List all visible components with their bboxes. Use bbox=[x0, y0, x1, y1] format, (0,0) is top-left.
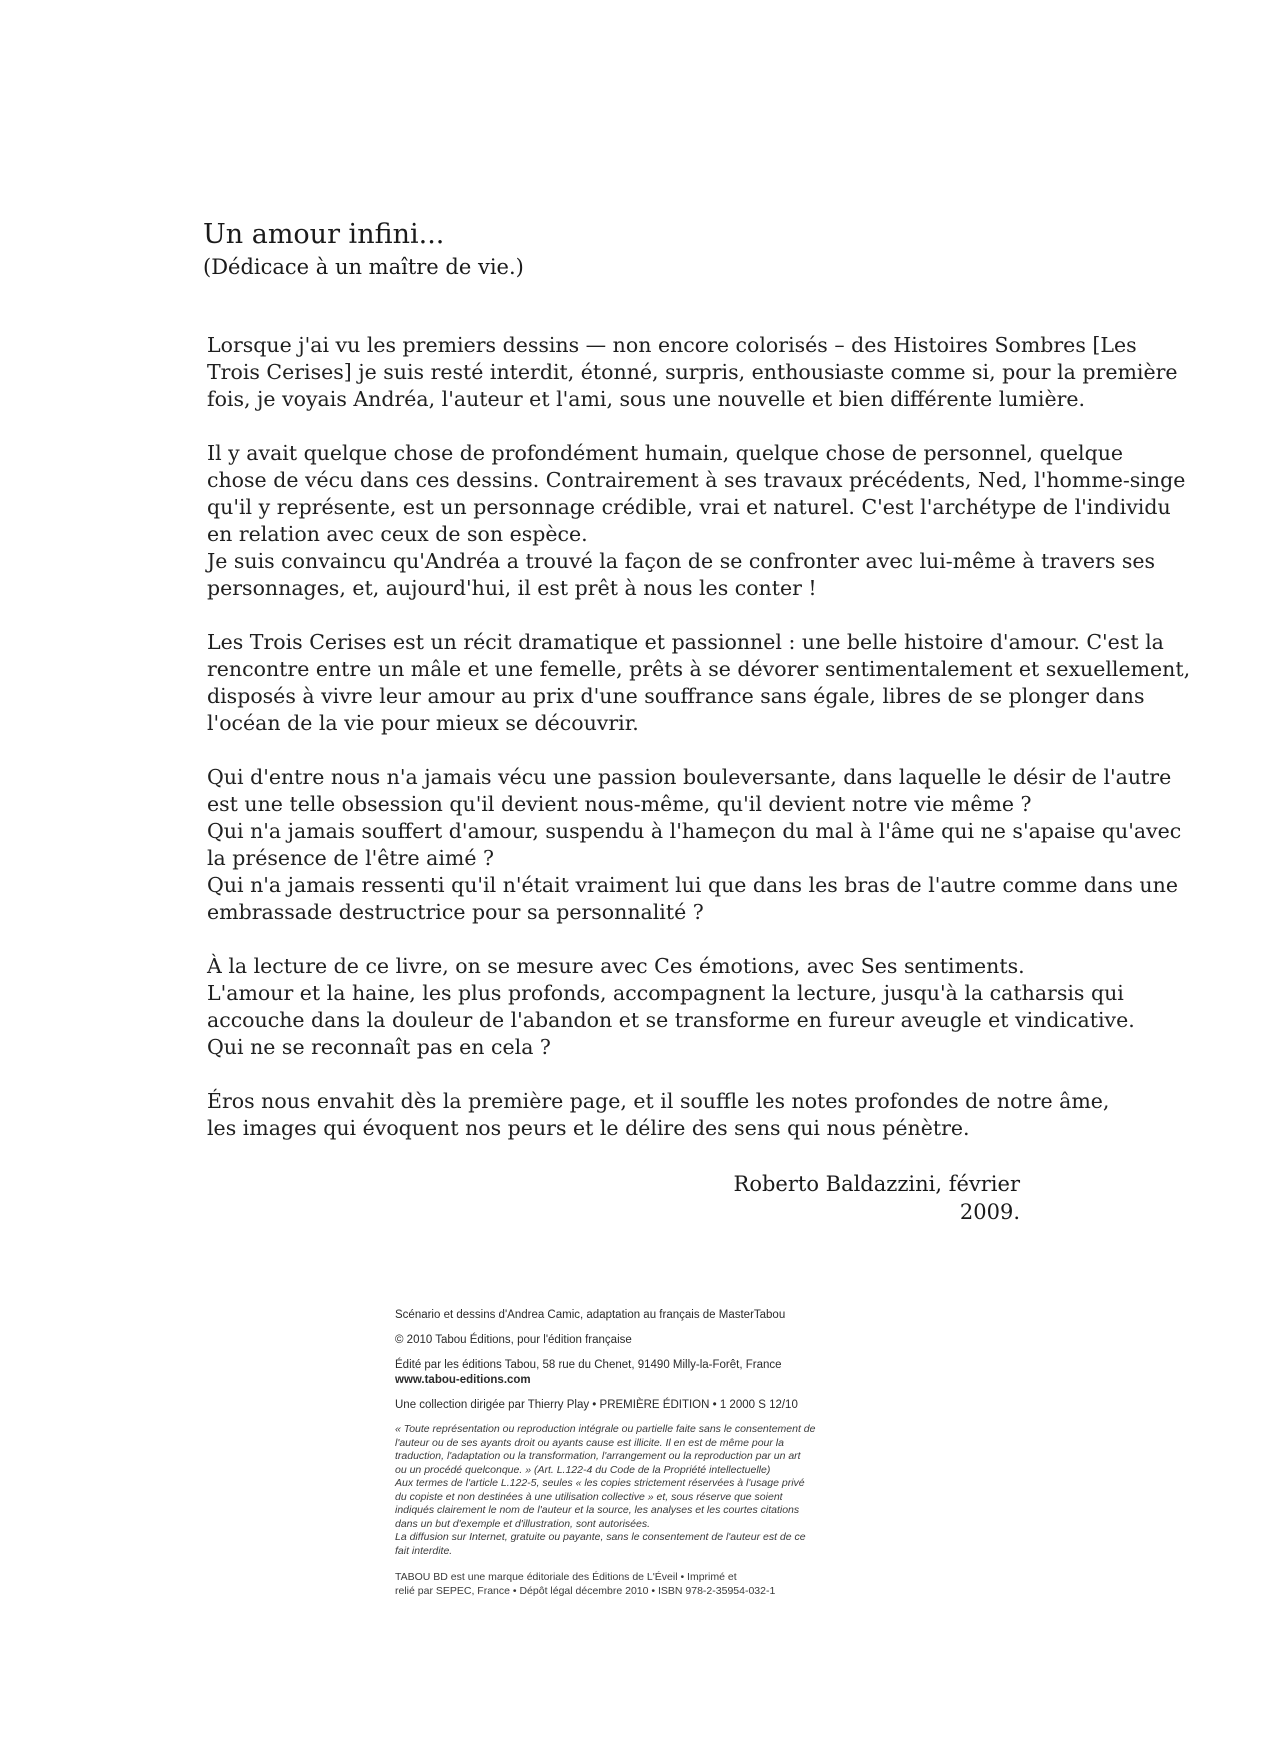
text-line: À la lecture de ce livre, on se mesure avec Ces émotions, avec Ses sentiments. bbox=[207, 954, 1025, 978]
text-line: Qui ne se reconnaît pas en cela ? bbox=[207, 1035, 551, 1059]
text-line: la présence de l'être aimé ? bbox=[207, 846, 494, 870]
text-line: personnages, et, aujourd'hui, il est prêt à nous les conter ! bbox=[207, 576, 817, 600]
paragraph bbox=[207, 440, 1186, 602]
legal-line: indiqués clairement le nom de l'auteur et la source, les analyses et les courtes citations bbox=[395, 1504, 800, 1516]
paragraph bbox=[207, 764, 1182, 926]
credits: Scénario et dessins d'Andrea Camic, adaptation au français de MasterTabou bbox=[395, 1309, 786, 1321]
paragraph bbox=[207, 629, 1191, 737]
text-line: Qui n'a jamais ressenti qu'il n'était vraiment lui que dans les bras de l'autre comme dans une bbox=[207, 873, 1178, 897]
body-text bbox=[207, 332, 1191, 1169]
text-line: Les Trois Cerises est un récit dramatique et passionnel : une belle histoire d'amour. C'est la bbox=[207, 630, 1164, 654]
legal-line: ou un procédé quelconque. » (Art. L.122-4 du Code de la Propriété intellectuelle) bbox=[395, 1463, 771, 1476]
text-line: Je suis convaincu qu'Andréa a trouvé la façon de se confronter avec lui-même à travers ses bbox=[207, 549, 1156, 573]
publisher-block bbox=[395, 1358, 840, 1388]
legal-line: La diffusion sur Internet, gratuite ou payante, sans le consentement de l'auteur est de ce bbox=[395, 1531, 806, 1543]
legal-line: dans un but d'exemple et d'illustration, sont autorisées. bbox=[395, 1517, 650, 1530]
text-line: qu'il y représente, est un personnage crédible, vrai et naturel. C'est l'archétype de l'individu bbox=[207, 495, 1171, 519]
legal-line: « Toute représentation ou reproduction intégrale ou partielle faite sans le consentement de bbox=[395, 1423, 816, 1435]
legal-notice bbox=[395, 1423, 840, 1558]
text-line: Éros nous envahit dès la première page, et il souffle les notes profondes de notre âme, bbox=[207, 1089, 1110, 1113]
publisher-address: Édité par les éditions Tabou, 58 rue du Chenet, 91490 Milly-la-Forêt, France bbox=[395, 1359, 782, 1371]
text-line: Qui n'a jamais souffert d'amour, suspendu à l'hameçon du mal à l'âme qui ne s'apaise qu'avec bbox=[207, 819, 1182, 843]
paragraph bbox=[207, 953, 1135, 1061]
signature: Roberto Baldazzini, février 2009. bbox=[733, 1172, 1020, 1224]
text-line: L'amour et la haine, les plus profonds, accompagnent la lecture, jusqu'à la catharsis qui bbox=[207, 981, 1124, 1005]
legal-line: traduction, l'adaptation ou la transformation, l'arrangement ou la reproduction par un art bbox=[395, 1450, 801, 1462]
page-subtitle: (Dédicace à un maître de vie.) bbox=[203, 255, 524, 279]
text-line: embrassade destructrice pour sa personnalité ? bbox=[207, 900, 704, 924]
mention-line: TABOU BD est une marque éditoriale des Éditions de L'Éveil • Imprimé et bbox=[395, 1571, 737, 1583]
mention-line: relié par SEPEC, France • Dépôt légal décembre 2010 • ISBN 978-2-35954-032-1 bbox=[395, 1585, 776, 1597]
text-line: fois, je voyais Andréa, l'auteur et l'ami, sous une nouvelle et bien différente lumière. bbox=[207, 387, 1086, 411]
collection-line: Une collection dirigée par Thierry Play • PREMIÈRE ÉDITION • 1 2000 S 12/10 bbox=[395, 1399, 798, 1411]
page-title: Un amour infini... bbox=[203, 219, 445, 250]
text-line: rencontre entre un mâle et une femelle, prêts à se dévorer sentimentalement et sexuellement, bbox=[207, 657, 1191, 681]
text-line: disposés à vivre leur amour au prix d'une souffrance sans égale, libres de se plonger dans bbox=[207, 684, 1145, 708]
text-line: chose de vécu dans ces dessins. Contrairement à ses travaux précédents, Ned, l'homme-singe bbox=[207, 468, 1186, 492]
colophon bbox=[395, 1308, 840, 1598]
paragraph bbox=[207, 332, 1178, 413]
legal-line: l'auteur ou de ses ayants droit ou ayants cause est illicite. Il en est de même pour la bbox=[395, 1436, 784, 1449]
legal-line: fait interdite. bbox=[395, 1544, 453, 1557]
printer-mention bbox=[395, 1570, 840, 1598]
paragraph bbox=[207, 1088, 1110, 1142]
text-line: Il y avait quelque chose de profondément humain, quelque chose de personnel, quelque bbox=[207, 441, 1124, 465]
website-link[interactable]: www.tabou-editions.com bbox=[395, 1374, 531, 1386]
legal-line: du copiste et non destinées à une utilisation collective » et, sous réserve que soient bbox=[395, 1490, 783, 1503]
text-line: Lorsque j'ai vu les premiers dessins — non encore colorisés – des Histoires Sombres [Les bbox=[207, 333, 1137, 357]
text-line: les images qui évoquent nos peurs et le délire des sens qui nous pénètre. bbox=[207, 1116, 970, 1140]
text-line: est une telle obsession qu'il devient nous-même, qu'il devient notre vie même ? bbox=[207, 792, 1032, 816]
text-line: Trois Cerises] je suis resté interdit, étonné, surpris, enthousiaste comme si, pour la première bbox=[207, 360, 1178, 384]
text-line: Qui d'entre nous n'a jamais vécu une passion bouleversante, dans laquelle le désir de l'autre bbox=[207, 765, 1172, 789]
text-line: en relation avec ceux de son espèce. bbox=[207, 522, 588, 546]
copyright: © 2010 Tabou Éditions, pour l'édition française bbox=[395, 1334, 632, 1346]
legal-line: Aux termes de l'article L.122-5, seules « les copies strictement réservées à l'usage privé bbox=[395, 1477, 805, 1489]
text-line: l'océan de la vie pour mieux se découvrir. bbox=[207, 711, 639, 735]
text-line: accouche dans la douleur de l'abandon et se transforme en fureur aveugle et vindicative. bbox=[207, 1008, 1135, 1032]
